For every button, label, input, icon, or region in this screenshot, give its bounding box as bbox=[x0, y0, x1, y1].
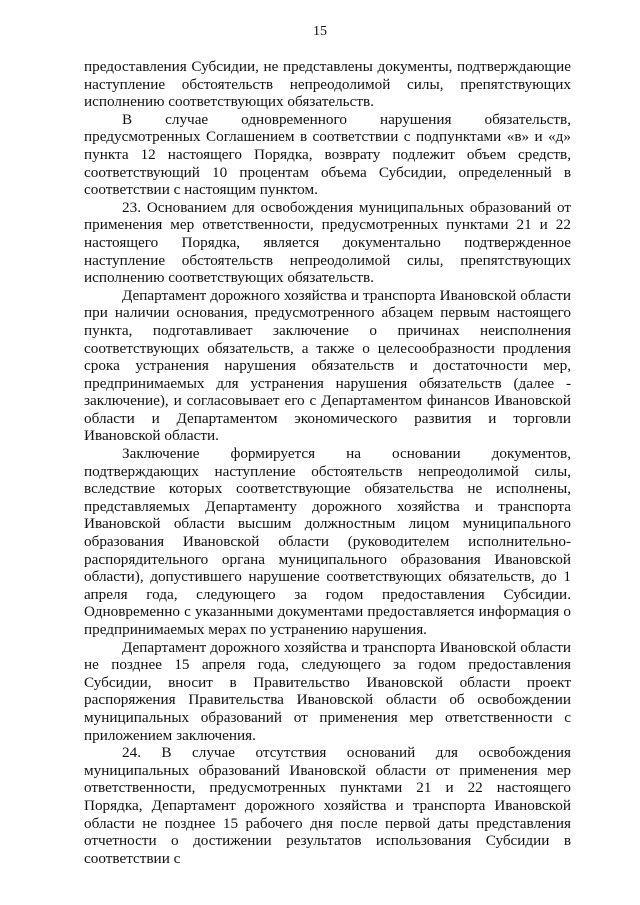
paragraph-continuation: предоставления Субсидии, не представлены документы, подтверждающие наступление обстоятельств непреодолимой силы, препятствующих исполнению соответствующих обязательств. bbox=[84, 58, 571, 111]
paragraph-simultaneous-violation: В случае одновременного нарушения обязательств, предусмотренных Соглашением в соответствии с подпунктами «в» и «д» пункта 12 настоящего Порядка, возврату подлежит объем средств, соответствующий 10 процентам объема Субсидии, определенный в соответствии с настоящим пунктом. bbox=[84, 110, 571, 199]
document-body bbox=[84, 58, 571, 867]
paragraph-conclusion-formation: Заключение формируется на основании документов, подтверждающих наступление обстоятельств непреодолимой силы, вследствие которых соответствующие обязательства не исполнены, представляемых Департаменту дорожного хозяйства и транспорта Ивановской области высшим должностным лицом муниципального образования Ивановской области (руководителем исполнительно-распорядительного органа муниципального образования Ивановской области), допустившего нарушение соответствующих обязательств, до 1 апреля года, следующего за годом предоставления Субсидии. Одновременно с указанными документами предоставляется информация о предпринимаемых мерах по устранению нарушения. bbox=[84, 445, 571, 638]
paragraph-24: 24. В случае отсутствия оснований для освобождения муниципальных образований Ивановской области от применения мер ответственности, предусмотренных пунктами 21 и 22 настоящего Порядка, Департамент дорожного хозяйства и транспорта Ивановской области не позднее 15 рабочего дня после первой даты представления отчетности о достижении результатов использования Субсидии в соответствии с bbox=[84, 744, 571, 867]
paragraph-department-submission: Департамент дорожного хозяйства и транспорта Ивановской области не позднее 15 апреля года, следующего за годом предоставления Субсидии, вносит в Правительство Ивановской области проект распоряжения Правительства Ивановской области об освобождении муниципальных образований от применения мер ответственности с приложением заключения. bbox=[84, 638, 571, 744]
paragraph-23: 23. Основанием для освобождения муниципальных образований от применения мер ответственности, предусмотренных пунктами 21 и 22 настоящего Порядка, является документально подтвержденное наступление обстоятельств непреодолимой силы, препятствующих исполнению соответствующих обязательств. bbox=[84, 198, 571, 287]
page-number: 15 bbox=[313, 24, 327, 39]
paragraph-department-conclusion: Департамент дорожного хозяйства и транспорта Ивановской области при наличии основания, предусмотренного абзацем первым настоящего пункта, подготавливает заключение о причинах неисполнения соответствующих обязательств, а также о целесообразности продления срока устранения нарушения обязательств и достаточности мер, предпринимаемых для устранения нарушения обязательств (далее - заключение), и согласовывает его с Департаментом финансов Ивановской области и Департаментом экономического развития и торговли Ивановской области. bbox=[84, 286, 571, 445]
